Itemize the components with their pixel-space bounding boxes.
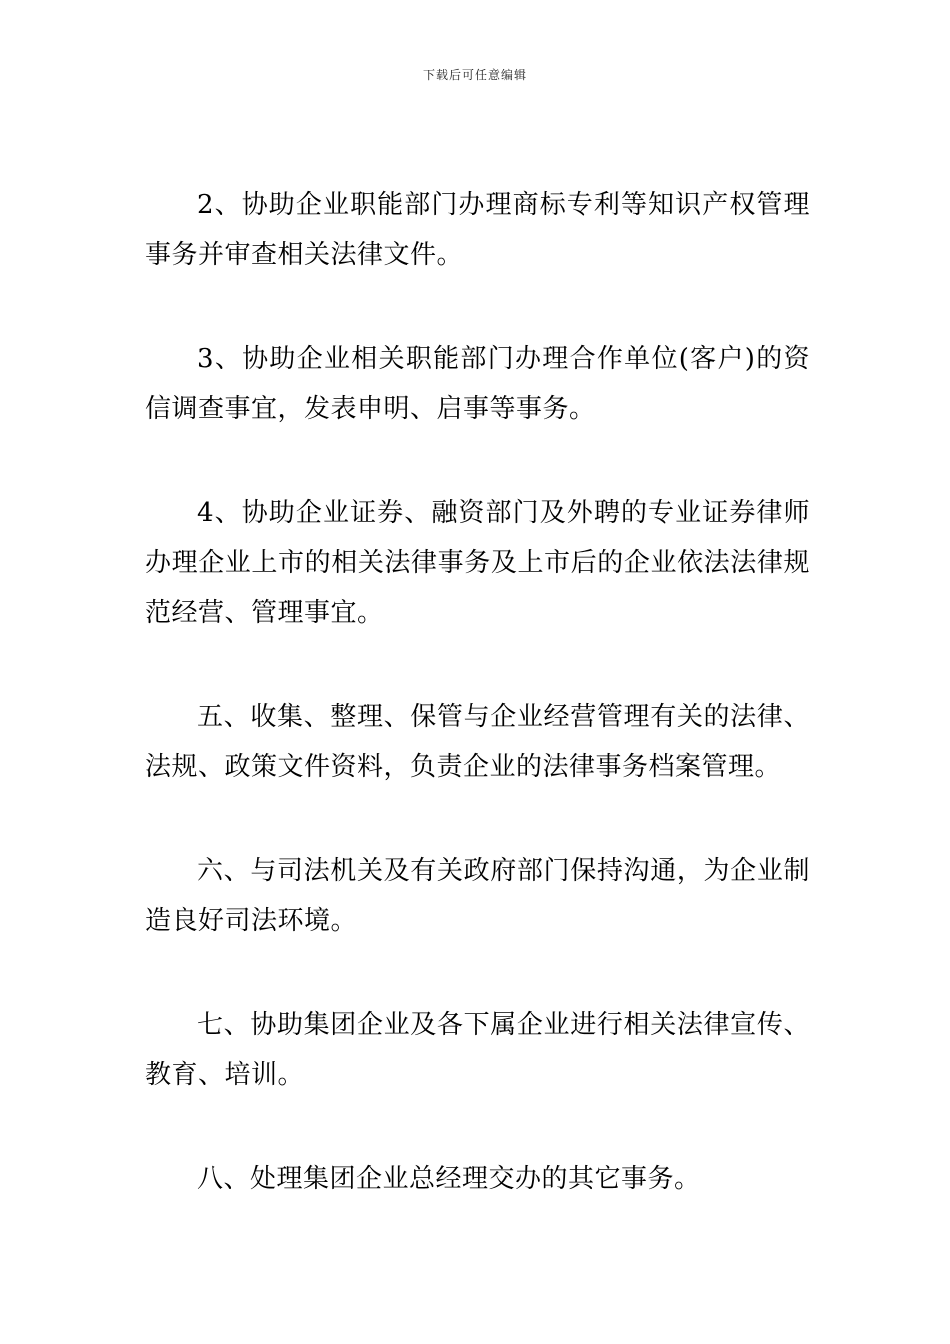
paragraph-section-8: 八、处理集团企业总经理交办的其它事务。	[197, 1164, 701, 1194]
paragraph-section-5: 五、收集、整理、保管与企业经营管理有关的法律、法规、政策文件资料，负责企业的法律事务档案管理。	[145, 702, 810, 782]
header-note: 下载后可任意编辑	[422, 68, 527, 82]
paragraph-section-6: 六、与司法机关及有关政府部门保持沟通，为企业制造良好司法环境。	[145, 856, 810, 936]
paragraph-item-2: 2、协助企业职能部门办理商标专利等知识产权管理事务并审查相关法律文件。	[145, 190, 810, 270]
paragraph-item-3: 3、协助企业相关职能部门办理合作单位(客户)的资信调查事宜，发表申明、启事等事务。	[145, 344, 810, 424]
document-body	[145, 180, 810, 1258]
paragraph-section-7: 七、协助集团企业及各下属企业进行相关法律宣传、教育、培训。	[145, 1010, 810, 1090]
paragraph-item-4: 4、协助企业证券、融资部门及外聘的专业证券律师办理企业上市的相关法律事务及上市后的企业依法法律规范经营、管理事宜。	[145, 498, 810, 628]
